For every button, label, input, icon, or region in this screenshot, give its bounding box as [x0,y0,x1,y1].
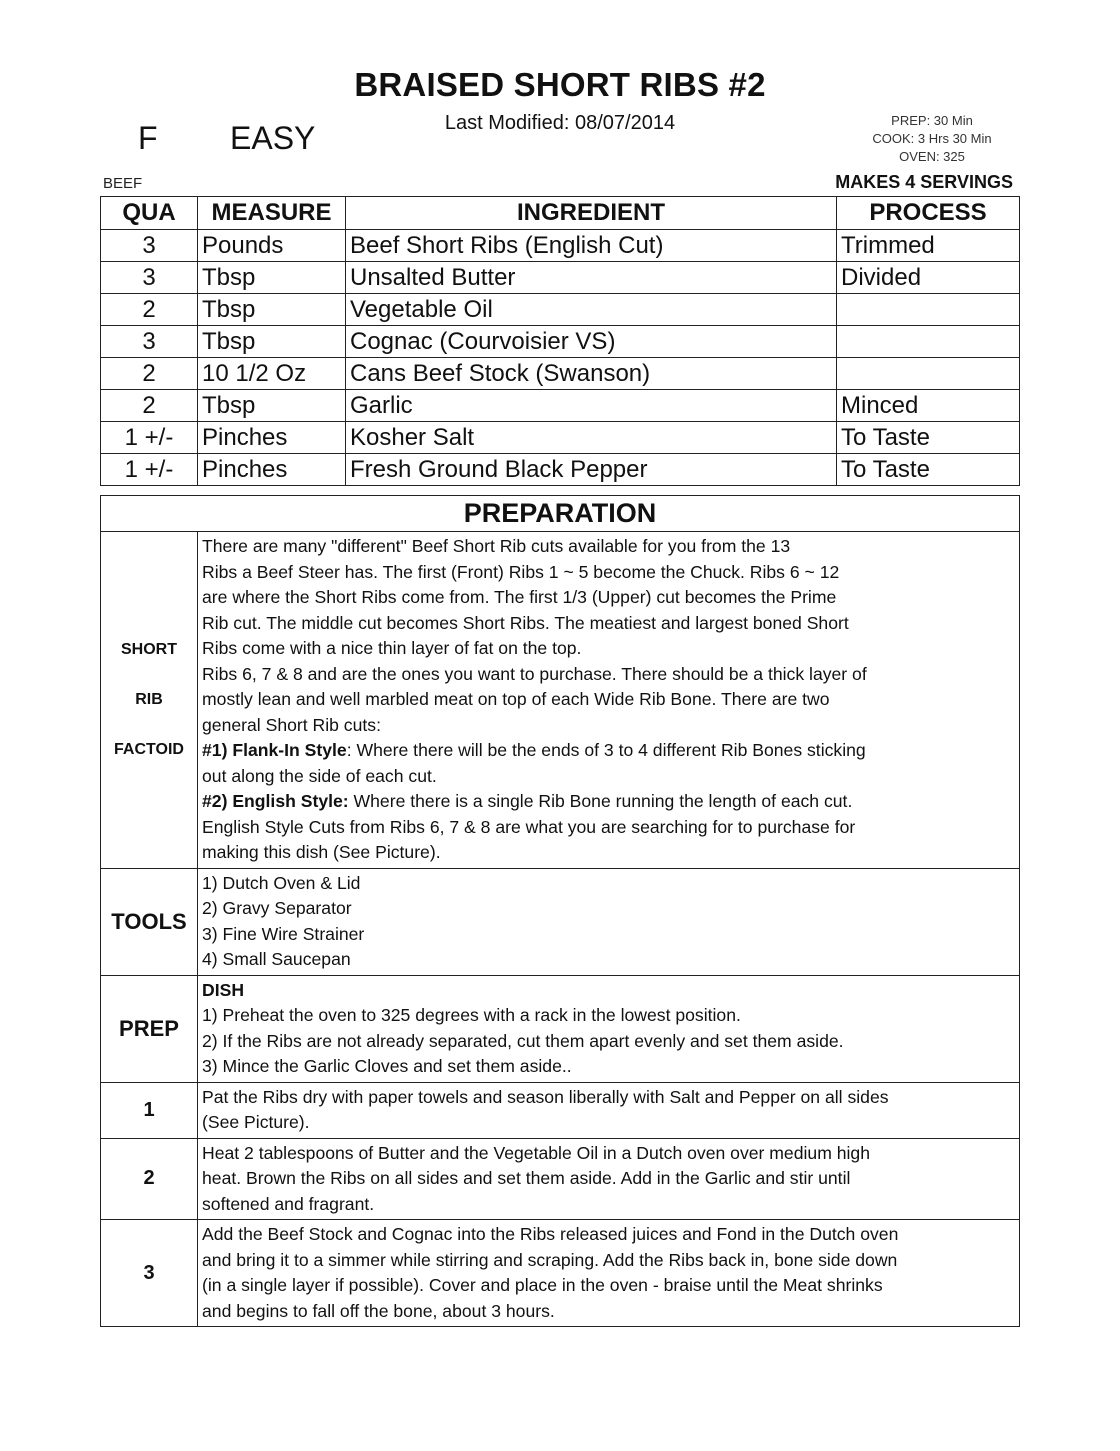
recipe-title: BRAISED SHORT RIBS #2 [354,66,766,103]
process-cell: Minced [837,390,1020,422]
ingredient-cell: Vegetable Oil [346,294,837,326]
process-cell: To Taste [837,422,1020,454]
process-cell: To Taste [837,454,1020,486]
ingredient-cell: Unsalted Butter [346,262,837,294]
tools-row [101,868,1020,975]
ingredient-cell: Kosher Salt [346,422,837,454]
step-row [101,1082,1020,1138]
ingredient-row [101,358,1020,390]
servings: MAKES 4 SERVINGS [835,172,1013,192]
text-line: Heat 2 tablespoons of Butter and the Vegetable Oil in a Dutch oven over medium high [202,1142,871,1163]
step-text [198,1138,1020,1220]
text-line [202,738,1015,764]
qua-cell: 3 [101,326,198,358]
text-line: (in a single layer if possible). Cover and place in the oven - braise until the Meat shrinks [202,1275,883,1295]
ingredient-cell: Beef Short Ribs (English Cut) [346,230,837,262]
text-line: There are many "different" Beef Short Rib cuts available for you from the 13 [202,536,791,556]
prep-subhead: DISH [202,979,245,1000]
column-header-measure: MEASURE [198,197,346,230]
text-line: English Style Cuts from Ribs 6, 7 & 8 are what you are searching for to purchase for [202,816,856,837]
text-line [202,789,1015,815]
measure-cell: Pounds [198,230,346,262]
text-line: general Short Rib cuts: [202,714,381,735]
column-header-ingredient: INGREDIENT [346,197,837,230]
text-line: and begins to fall off the bone, about 3 hours. [202,1300,555,1321]
qua-cell: 3 [101,262,198,294]
measure-cell: Tbsp [198,294,346,326]
flank-in-label: #1) Flank-In Style [202,740,347,760]
process-cell [837,326,1020,358]
english-style-label: #2) English Style: [202,791,349,811]
ingredient-cell: Fresh Ground Black Pepper [346,454,837,486]
factoid-text [198,532,1020,869]
prep-row [101,975,1020,1082]
text-line: Ribs 6, 7 & 8 and are the ones you want to purchase. There should be a thick layer of [202,663,867,684]
time-info [848,112,1016,166]
ingredient-cell: Cans Beef Stock (Swanson) [346,358,837,390]
category: BEEF [103,175,143,192]
prep-item: 2) If the Ribs are not already separated, cut them apart evenly and set them aside. [202,1030,844,1051]
factoid-label [101,532,198,869]
cook-time: COOK: 3 Hrs 30 Min [872,131,992,146]
text-line: making this dish (See Picture). [202,842,441,862]
english-style-text: Where there is a single Rib Bone running the length of each cut. [348,791,853,811]
text-line: Ribs come with a nice thin layer of fat on the top. [202,638,582,658]
ingredients-table [100,196,1020,486]
text-line: are where the Short Ribs come from. The first 1/3 (Upper) cut becomes the Prime [202,587,837,607]
measure-cell: Tbsp [198,262,346,294]
text-line: and bring it to a simmer while stirring and scraping. Add the Ribs back in, bone side down [202,1249,898,1270]
text-line: (See Picture). [202,1112,310,1132]
ingredient-row [101,454,1020,486]
measure-cell: Pinches [198,454,346,486]
text-line: softened and fragrant. [202,1193,375,1214]
preparation-table [100,495,1020,1327]
step-row [101,1138,1020,1220]
prep-time: PREP: 30 Min [891,113,973,128]
process-cell: Divided [837,262,1020,294]
ingredients-header-row [101,197,1020,230]
ingredient-row [101,390,1020,422]
grade: F [138,120,158,156]
measure-cell: Pinches [198,422,346,454]
step-row [101,1220,1020,1327]
ingredient-row [101,230,1020,262]
qua-cell: 3 [101,230,198,262]
ingredient-cell: Cognac (Courvoisier VS) [346,326,837,358]
preparation-heading: PREPARATION [101,496,1020,532]
text-line: Pat the Ribs dry with paper towels and season liberally with Salt and Pepper on all sides [202,1086,889,1107]
step-text [198,1082,1020,1138]
column-header-process: PROCESS [837,197,1020,230]
qua-cell: 1 +/- [101,454,198,486]
last-modified: Last Modified: 08/07/2014 [444,112,676,134]
step-number: 2 [101,1138,198,1220]
process-cell: Trimmed [837,230,1020,262]
step-text [198,1220,1020,1327]
qua-cell: 2 [101,358,198,390]
ingredient-row [101,294,1020,326]
text-line: mostly lean and well marbled meat on top of each Wide Rib Bone. There are two [202,689,830,709]
ingredient-row [101,326,1020,358]
factoid-row [101,532,1020,869]
oven-temp: OVEN: 325 [899,149,965,164]
step-number: 1 [101,1082,198,1138]
tools-list [198,868,1020,975]
prep-item: 1) Preheat the oven to 325 degrees with a rack in the lowest position. [202,1005,741,1025]
prep-text [198,975,1020,1082]
factoid-label-line: RIB [135,690,163,708]
factoid-label-line: FACTOID [114,740,184,758]
tool-item: 1) Dutch Oven & Lid [202,872,361,893]
process-cell [837,358,1020,390]
process-cell [837,294,1020,326]
step-number: 3 [101,1220,198,1327]
text-line: Rib cut. The middle cut becomes Short Ribs. The meatiest and largest boned Short [202,612,849,633]
measure-cell: 10 1/2 Oz [198,358,346,390]
text-line: heat. Brown the Ribs on all sides and set them aside. Add in the Garlic and stir until [202,1168,851,1188]
text-line: Add the Beef Stock and Cognac into the Ribs released juices and Fond in the Dutch oven [202,1224,899,1244]
qua-cell: 2 [101,294,198,326]
ingredient-row [101,422,1020,454]
text-line: out along the side of each cut. [202,765,437,786]
factoid-label-line: SHORT [121,640,177,658]
tool-item: 4) Small Saucepan [202,949,351,969]
column-header-qua: QUA [101,197,198,230]
text-line: Ribs a Beef Steer has. The first (Front) Ribs 1 ~ 5 become the Chuck. Ribs 6 ~ 12 [202,561,840,582]
qua-cell: 2 [101,390,198,422]
measure-cell: Tbsp [198,390,346,422]
prep-item: 3) Mince the Garlic Cloves and set them aside.. [202,1056,572,1076]
tool-item: 2) Gravy Separator [202,898,352,918]
ingredient-cell: Garlic [346,390,837,422]
difficulty: EASY [230,120,316,156]
tools-label: TOOLS [101,868,198,975]
ingredient-row [101,262,1020,294]
measure-cell: Tbsp [198,326,346,358]
tool-item: 3) Fine Wire Strainer [202,923,365,944]
flank-in-text: : Where there will be the ends of 3 to 4 different Rib Bones sticking [346,740,866,760]
qua-cell: 1 +/- [101,422,198,454]
prep-label: PREP [101,975,198,1082]
